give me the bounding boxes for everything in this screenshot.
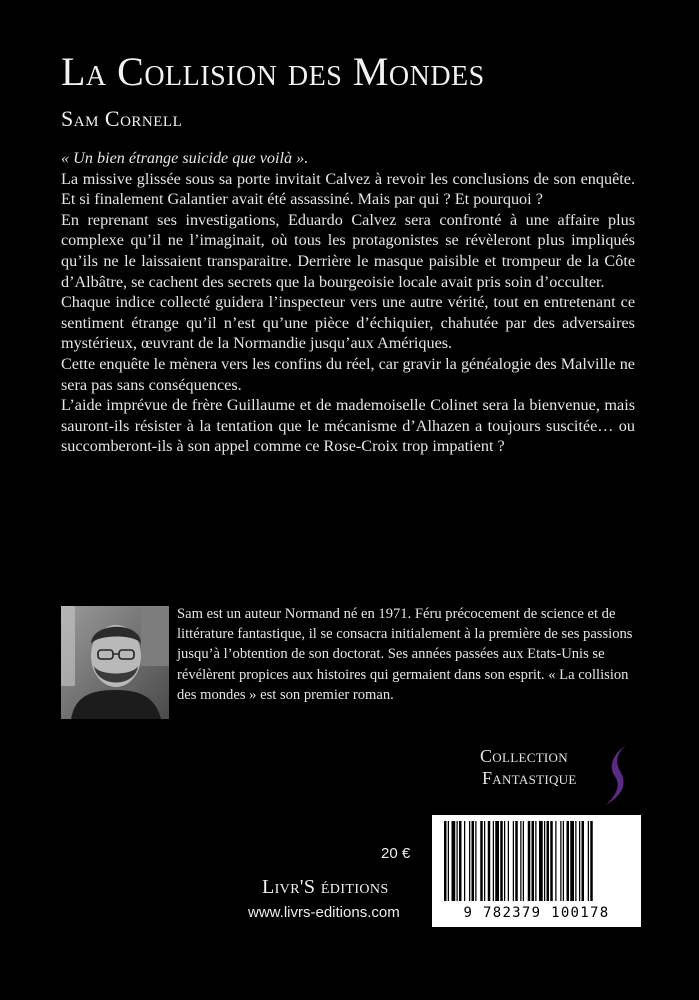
back-cover-blurb — [61, 148, 635, 457]
blurb-paragraph: L’aide imprévue de frère Guillaume et de mademoiselle Colinet sera la bienvenue, mais sauront-ils résister à la tentation que le mécanisme d’Alhazen a toujours suscitée… ou succomberont-ils à son appel comme ce Rose-Croix trop impatient ? — [61, 396, 635, 456]
blurb-paragraph: La missive glissée sous sa porte invitait Calvez à revoir les conclusions de son enquête. Et si finalement Galantier avait été assassiné. Mais par qui ? Et pourquoi ? — [61, 169, 635, 209]
publisher-name: Livr'S éditions — [262, 876, 389, 898]
price: 20 € — [381, 845, 411, 862]
blurb-paragraph: En reprenant ses investigations, Eduardo Calvez sera confronté à une affaire plus complexe qu’il ne l’imaginait, où tous les protagonistes se révèleront plus impliqués qu’ils ne le laissaient transparaitre. Derrière le masque paisible et trompeur de la Côte d’Albâtre, se cachent des secrets que la bourgeoisie locale avait pris soin d’occulter. — [61, 210, 635, 291]
author-bio: Sam est un auteur Normand né en 1971. Féru précocement de science et de littérature fantastique, il se consacra initialement à la première de ses passions jusqu’à l’obtention de son doctorat. Ses années passées aux Etats-Unis se révélèrent propices aux histoires qui germaient dans son esprit. « La collision des mondes » est son premier roman. — [177, 606, 633, 703]
collection-label: Collection — [480, 746, 568, 766]
author-name: Sam Cornell — [61, 106, 183, 131]
opening-quote: « Un bien étrange suicide que voilà ». — [61, 149, 309, 167]
collection-logo — [480, 743, 640, 801]
publisher-website[interactable]: www.livrs-editions.com — [248, 904, 400, 921]
collection-genre: Fantastique — [482, 768, 577, 788]
barcode-bars — [432, 815, 641, 903]
isbn-barcode — [432, 815, 641, 927]
blurb-paragraph: Cette enquête le mènera vers les confins du réel, car gravir la généalogie des Malville ne sera pas sans conséquences. — [61, 354, 635, 394]
blurb-paragraph: Chaque indice collecté guidera l’inspecteur vers une autre vérité, tout en entretenant ce sentiment étrange qu’il n’est qu’une pièce d’échiquier, chahutée par des adversaires mystérieux, œuvrant de la Normandie jusqu’aux Amériques. — [61, 293, 635, 353]
collection-s-icon — [600, 739, 640, 809]
author-photo — [61, 606, 169, 719]
book-title: La Collision des Mondes — [61, 49, 485, 94]
isbn-number: 9 782379 100178 — [463, 905, 610, 921]
